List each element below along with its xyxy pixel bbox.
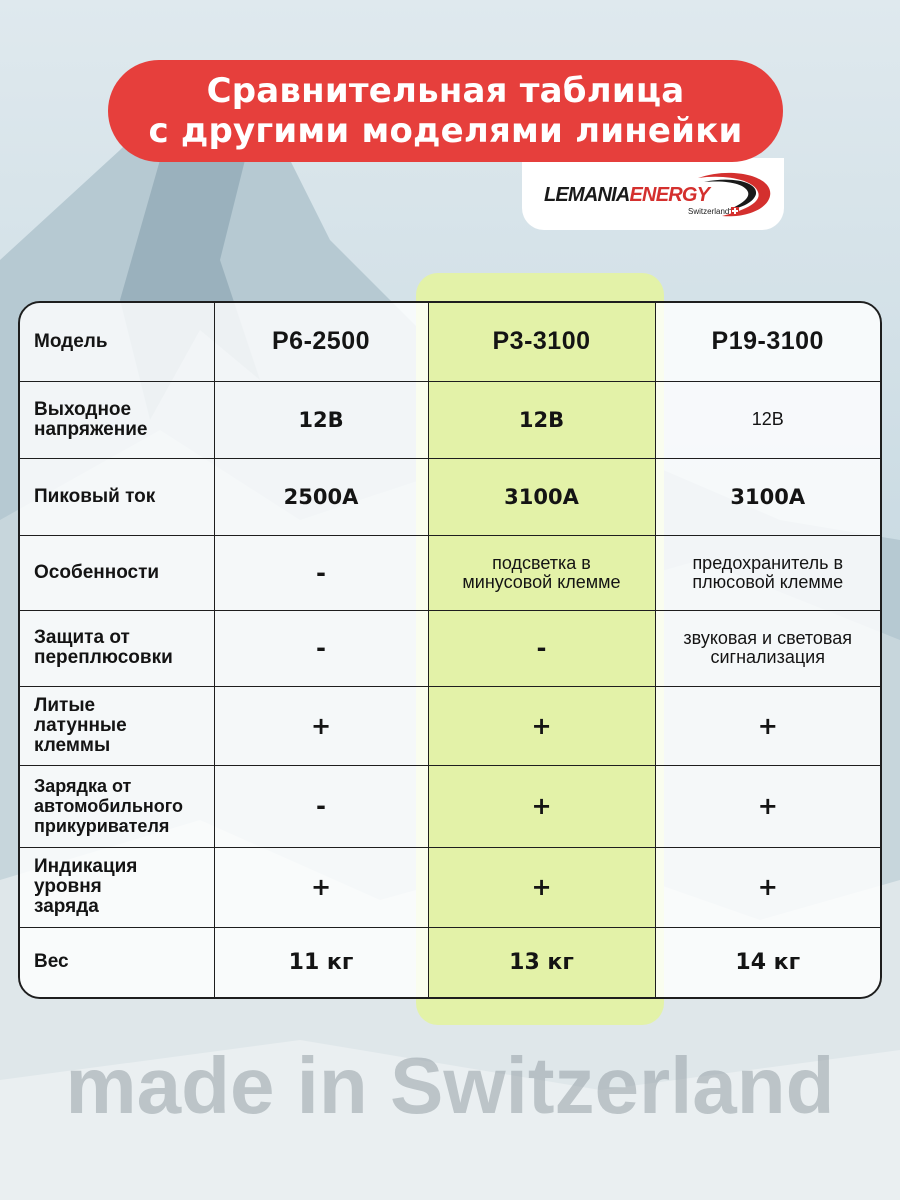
table-cell: подсветка в минусовой клемме <box>428 535 655 610</box>
cell-model-p6: P6-2500 <box>214 303 428 381</box>
table-cell: + <box>428 765 655 847</box>
table-row <box>20 927 880 997</box>
row-label: Выходное напряжение <box>20 381 214 458</box>
table-cell: 13 кг <box>428 927 655 997</box>
table-row <box>20 686 880 765</box>
table-cell: 11 кг <box>214 927 428 997</box>
row-label: Особенности <box>20 535 214 610</box>
made-in-watermark: made in Switzerland <box>65 1041 835 1130</box>
title-line-1: Сравнительная таблица <box>206 71 685 111</box>
table-row <box>20 303 880 381</box>
table-cell: 12В <box>214 381 428 458</box>
table-cell: + <box>655 765 880 847</box>
comparison-table <box>18 301 882 999</box>
table-row <box>20 381 880 458</box>
table-row <box>20 847 880 927</box>
row-label: Литые латунные клеммы <box>20 686 214 765</box>
row-label: Пиковый ток <box>20 458 214 535</box>
row-label: Защита от переплюсовки <box>20 610 214 686</box>
table-cell: - <box>214 610 428 686</box>
row-label: Индикация уровня заряда <box>20 847 214 927</box>
table-cell: 3100А <box>655 458 880 535</box>
table-cell: 2500А <box>214 458 428 535</box>
logo-subtitle <box>688 207 739 216</box>
table-cell: + <box>655 686 880 765</box>
table-cell: звуковая и световая сигнализация <box>655 610 880 686</box>
row-label: Модель <box>20 303 214 381</box>
title-line-2: с другими моделями линейки <box>148 111 743 151</box>
table-row <box>20 535 880 610</box>
table-cell: + <box>655 847 880 927</box>
table-cell: - <box>214 765 428 847</box>
table-cell: + <box>214 847 428 927</box>
table-row <box>20 765 880 847</box>
table-cell: 3100А <box>428 458 655 535</box>
logo-word-lemania: LEMANIA <box>544 184 630 206</box>
table-cell: - <box>214 535 428 610</box>
cell-model-p19: P19-3100 <box>655 303 880 381</box>
table-cell: предохранитель в плюсовой клемме <box>655 535 880 610</box>
table-cell: + <box>428 686 655 765</box>
table-cell: + <box>428 847 655 927</box>
table-cell: + <box>214 686 428 765</box>
cell-model-p3: P3-3100 <box>428 303 655 381</box>
row-label: Зарядка от автомобильного прикуривателя <box>20 765 214 847</box>
table-cell: 12В <box>428 381 655 458</box>
brand-logo <box>522 158 784 230</box>
title-banner <box>108 60 783 162</box>
logo-wordmark <box>544 184 709 207</box>
table-cell: 14 кг <box>655 927 880 997</box>
table-row <box>20 458 880 535</box>
table-cell: - <box>428 610 655 686</box>
swiss-flag-icon <box>731 207 739 215</box>
table-cell: 12В <box>655 381 880 458</box>
row-label: Вес <box>20 927 214 997</box>
table-row <box>20 610 880 686</box>
logo-word-energy: ENERGY <box>629 184 710 206</box>
logo-sub-text: Switzerland <box>688 207 730 216</box>
